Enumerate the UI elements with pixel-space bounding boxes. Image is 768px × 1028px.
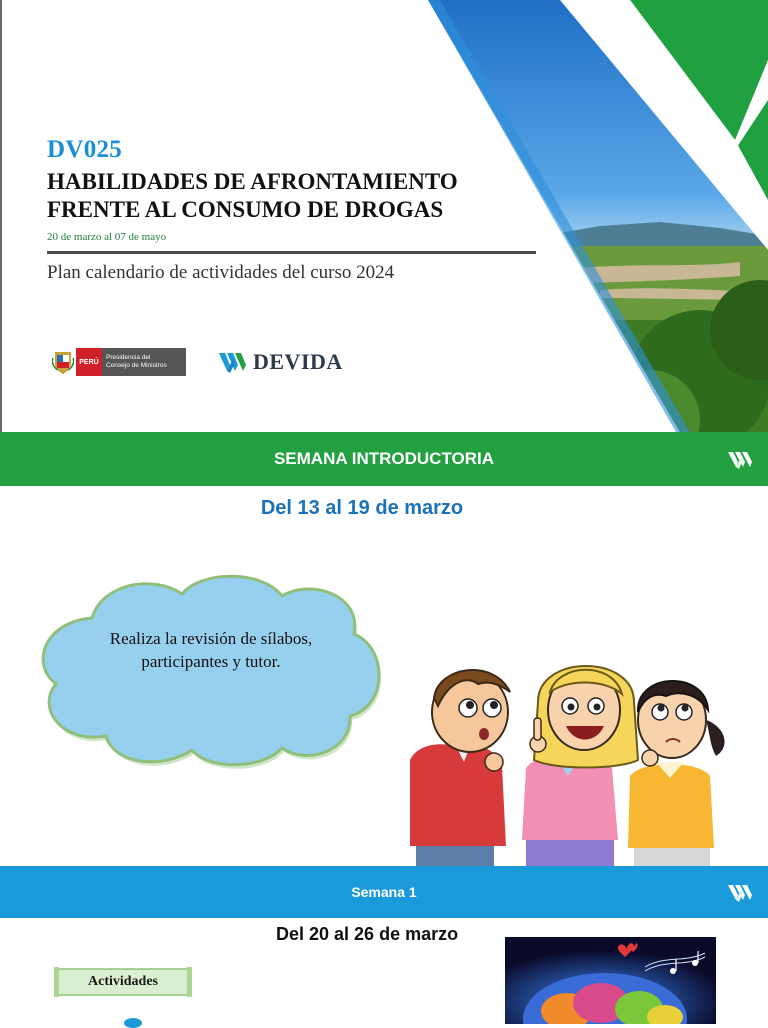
course-subtitle: Plan calendario de actividades del curso 2024 <box>47 262 395 283</box>
left-edge-rule <box>0 0 2 432</box>
boy-figure <box>410 670 510 866</box>
intro-week-dates: Del 13 al 19 de marzo <box>260 497 464 519</box>
devida-mark-icon <box>218 349 248 375</box>
devida-wordmark: DEVIDA <box>253 349 343 374</box>
brain-music-image <box>505 937 716 1024</box>
course-title-line-2: FRENTE AL CONSUMO DE DROGAS <box>47 197 444 222</box>
peru-label: PERÚ <box>76 348 102 376</box>
week-1-title: Semana 1 <box>351 884 417 900</box>
activities-label: Actividades <box>88 974 158 989</box>
blonde-girl-figure <box>522 666 638 866</box>
peru-institution-line-2: Consejo de Ministros <box>106 362 167 369</box>
bullet-dot <box>124 1018 142 1028</box>
devida-mark-icon <box>726 880 756 904</box>
course-dates: 20 de marzo al 07 de mayo <box>47 231 167 243</box>
course-title-line-1: HABILIDADES DE AFRONTAMIENTO <box>47 169 458 194</box>
intro-week-title: SEMANA INTRODUCTORIA <box>273 449 495 468</box>
peru-coat-of-arms-icon <box>52 348 74 376</box>
week-1-band <box>0 866 768 918</box>
course-code: DV025 <box>47 136 123 163</box>
dark-haired-girl-figure <box>628 681 725 866</box>
peru-institution <box>102 348 186 376</box>
peru-government-logo <box>52 348 186 376</box>
peru-institution-line-1: Presidencia del <box>106 354 151 361</box>
cover-header <box>0 0 768 432</box>
week-1-dates: Del 20 al 26 de marzo <box>276 924 459 944</box>
children-thinking-illustration <box>398 650 738 866</box>
devida-logo <box>218 347 358 377</box>
devida-mark-icon <box>726 447 756 471</box>
course-title <box>47 168 517 224</box>
intro-week-band <box>0 432 768 486</box>
intro-week-instruction: Realiza la revisión de sílabos, participantes y tutor. <box>109 629 313 671</box>
title-divider <box>47 251 536 254</box>
